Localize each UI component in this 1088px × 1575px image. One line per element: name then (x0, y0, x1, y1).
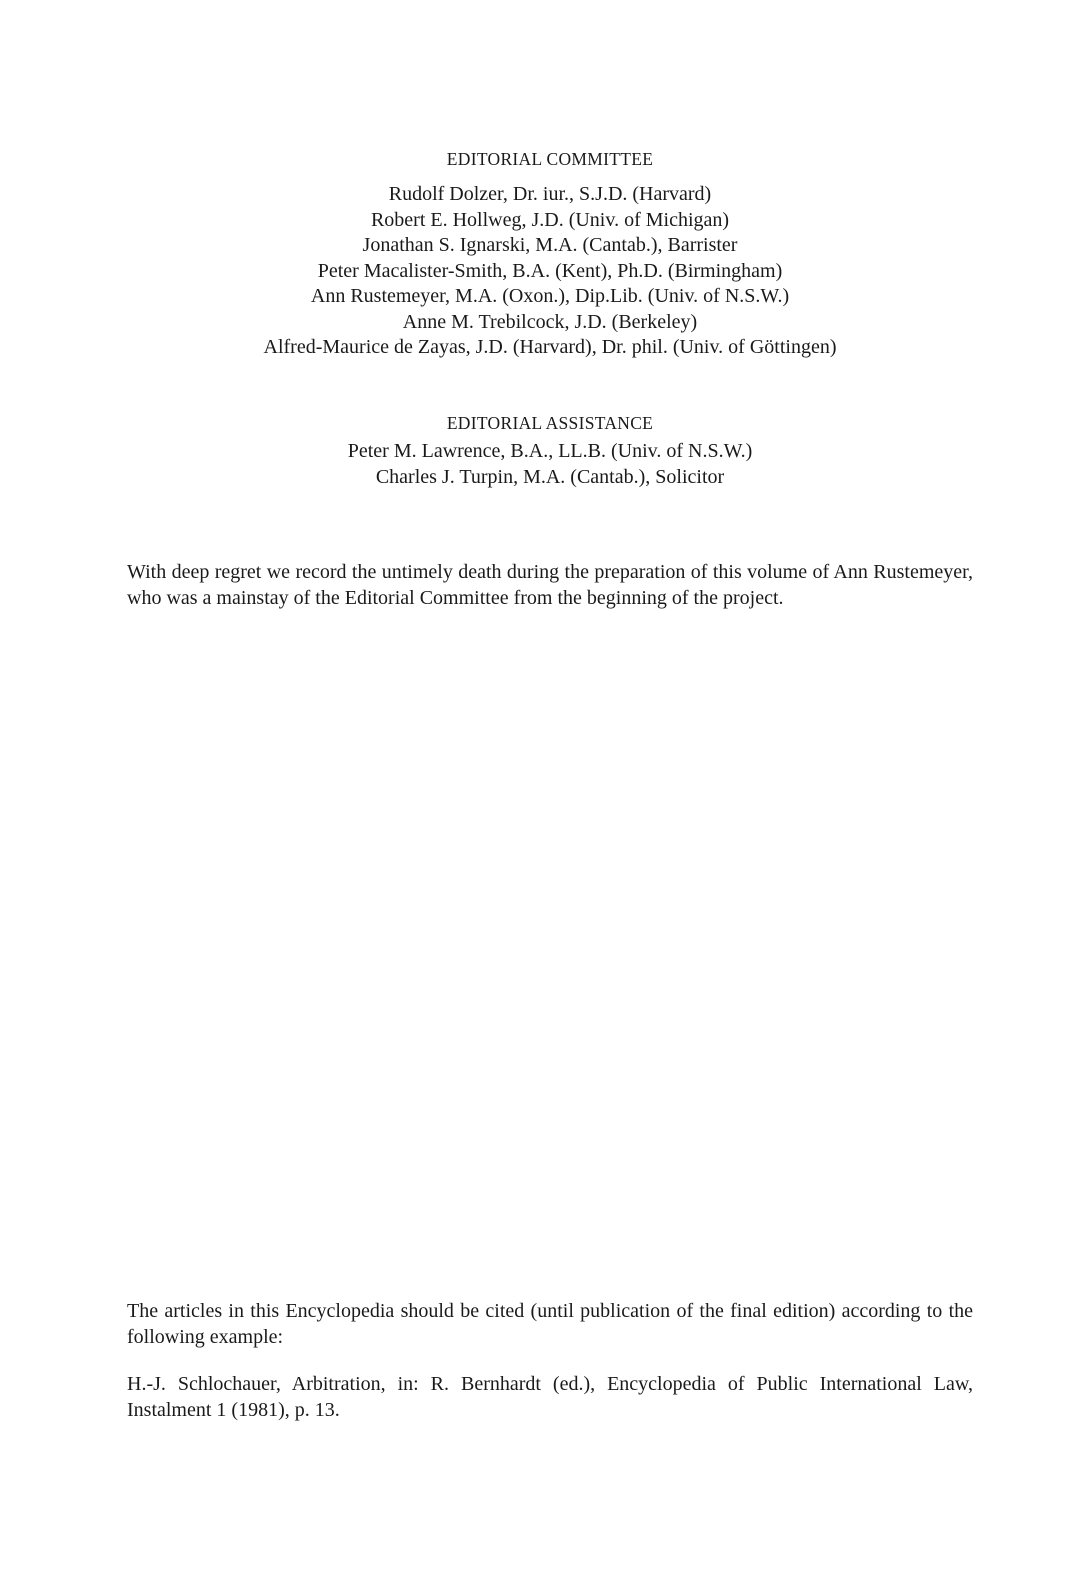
memorial-note: With deep regret we record the untimely death during the preparation of this volume of Ann Rustemeyer, who was a mainstay of the Editorial Committee from the beginning of the project. (127, 561, 973, 609)
editorial-committee-section (0, 146, 1088, 361)
citation-note: The articles in this Encyclopedia should be cited (until publication of the final edition) according to the following example: (127, 1300, 973, 1348)
committee-member: Ann Rustemeyer, M.A. (Oxon.), Dip.Lib. (Univ. of N.S.W.) (310, 285, 790, 307)
committee-member: Robert E. Hollweg, J.D. (Univ. of Michigan) (370, 208, 730, 231)
committee-member: Alfred-Maurice de Zayas, J.D. (Harvard), Dr. phil. (Univ. of Göttingen) (263, 336, 837, 358)
committee-member: Rudolf Dolzer, Dr. iur., S.J.D. (Harvard) (388, 183, 712, 205)
citation-example: H.-J. Schlochauer, Arbitration, in: R. Bernhardt (ed.), Encyclopedia of Public International Law, Instalment 1 (1981), p. 13. (127, 1373, 973, 1421)
assistance-member: Charles J. Turpin, M.A. (Cantab.), Solicitor (375, 465, 725, 488)
committee-member: Jonathan S. Ignarski, M.A. (Cantab.), Barrister (362, 234, 738, 256)
editorial-committee-heading: EDITORIAL COMMITTEE (446, 149, 654, 169)
committee-member: Peter Macalister-Smith, B.A. (Kent), Ph.D. (Birmingham) (317, 259, 783, 282)
editorial-assistance-section (0, 410, 1088, 490)
editorial-assistance-heading: EDITORIAL ASSISTANCE (446, 413, 654, 433)
assistance-member: Peter M. Lawrence, B.A., LL.B. (Univ. of N.S.W.) (347, 440, 753, 462)
committee-member: Anne M. Trebilcock, J.D. (Berkeley) (402, 310, 698, 333)
